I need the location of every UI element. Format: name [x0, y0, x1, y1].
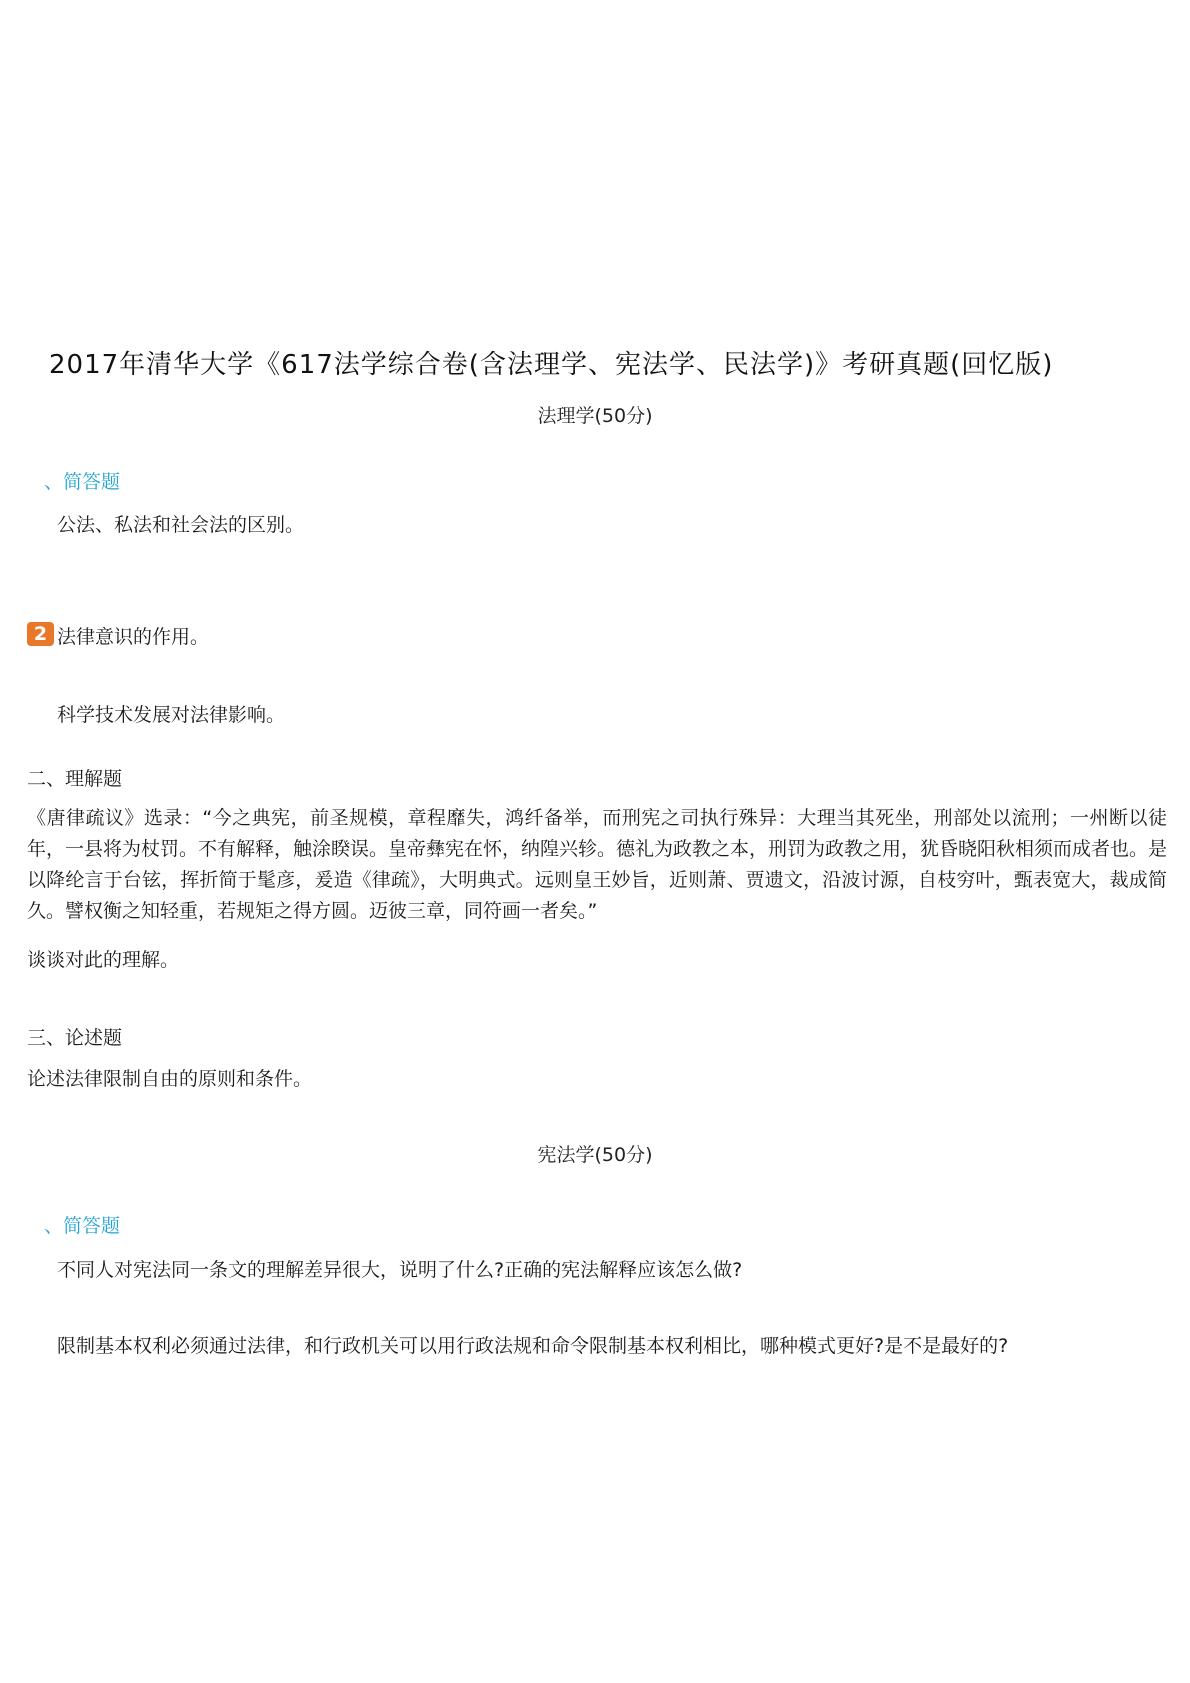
jurisprudence-question-3: 科学技术发展对法律影响。: [57, 704, 286, 726]
question-number-badge: 2: [27, 622, 54, 646]
constitutional-short-answer-heading: 、简答题: [44, 1215, 121, 1237]
jurisprudence-section-heading: 法理学(50分): [537, 405, 653, 427]
tang-code-quote-paragraph: 《唐律疏议》选录：“今之典宪，前圣规模，章程靡失，鸿纤备举，而刑宪之司执行殊异：大理当其死坐，刑部处以流刑；一州断以徒年，一县将为杖罚。不有解释，触涂睽误。皇帝彝宪在怀，纳隍兴轸。德礼为政教之本，刑罚为政教之用，犹昏晓阳秋相须而成者也。是以降纶言于台铉，挥折简于髦彦，爰造《律疏》，大明典式。远则皇王妙旨，近则萧、贾遗文，沿波讨源，自枝穷叶，甄表宽大，裁成简久。譬权衡之知轻重，若规矩之得方圆。迈彼三章，同符画一者矣。”: [27, 807, 1168, 922]
constitutional-question-1: 不同人对宪法同一条文的理解差异很大，说明了什么?正确的宪法解释应该怎么做?: [57, 1259, 743, 1281]
constitutional-section-heading: 宪法学(50分): [537, 1144, 653, 1166]
jurisprudence-question-2: 法律意识的作用。: [57, 626, 210, 648]
comprehension-prompt: 谈谈对此的理解。: [27, 949, 180, 971]
jurisprudence-question-1: 公法、私法和社会法的区别。: [57, 514, 305, 536]
comprehension-heading: 二、理解题: [27, 768, 123, 790]
essay-heading: 三、论述题: [27, 1027, 123, 1049]
document-title: 2017年清华大学《617法学综合卷(含法理学、宪法学、民法学)》考研真题(回忆版): [49, 350, 1054, 380]
essay-question-1: 论述法律限制自由的原则和条件。: [27, 1068, 313, 1090]
jurisprudence-short-answer-heading: 、简答题: [44, 471, 121, 493]
constitutional-question-2: 限制基本权利必须通过法律，和行政机关可以用行政法规和命令限制基本权利相比，哪种模式更好?是不是最好的?: [57, 1335, 1009, 1357]
